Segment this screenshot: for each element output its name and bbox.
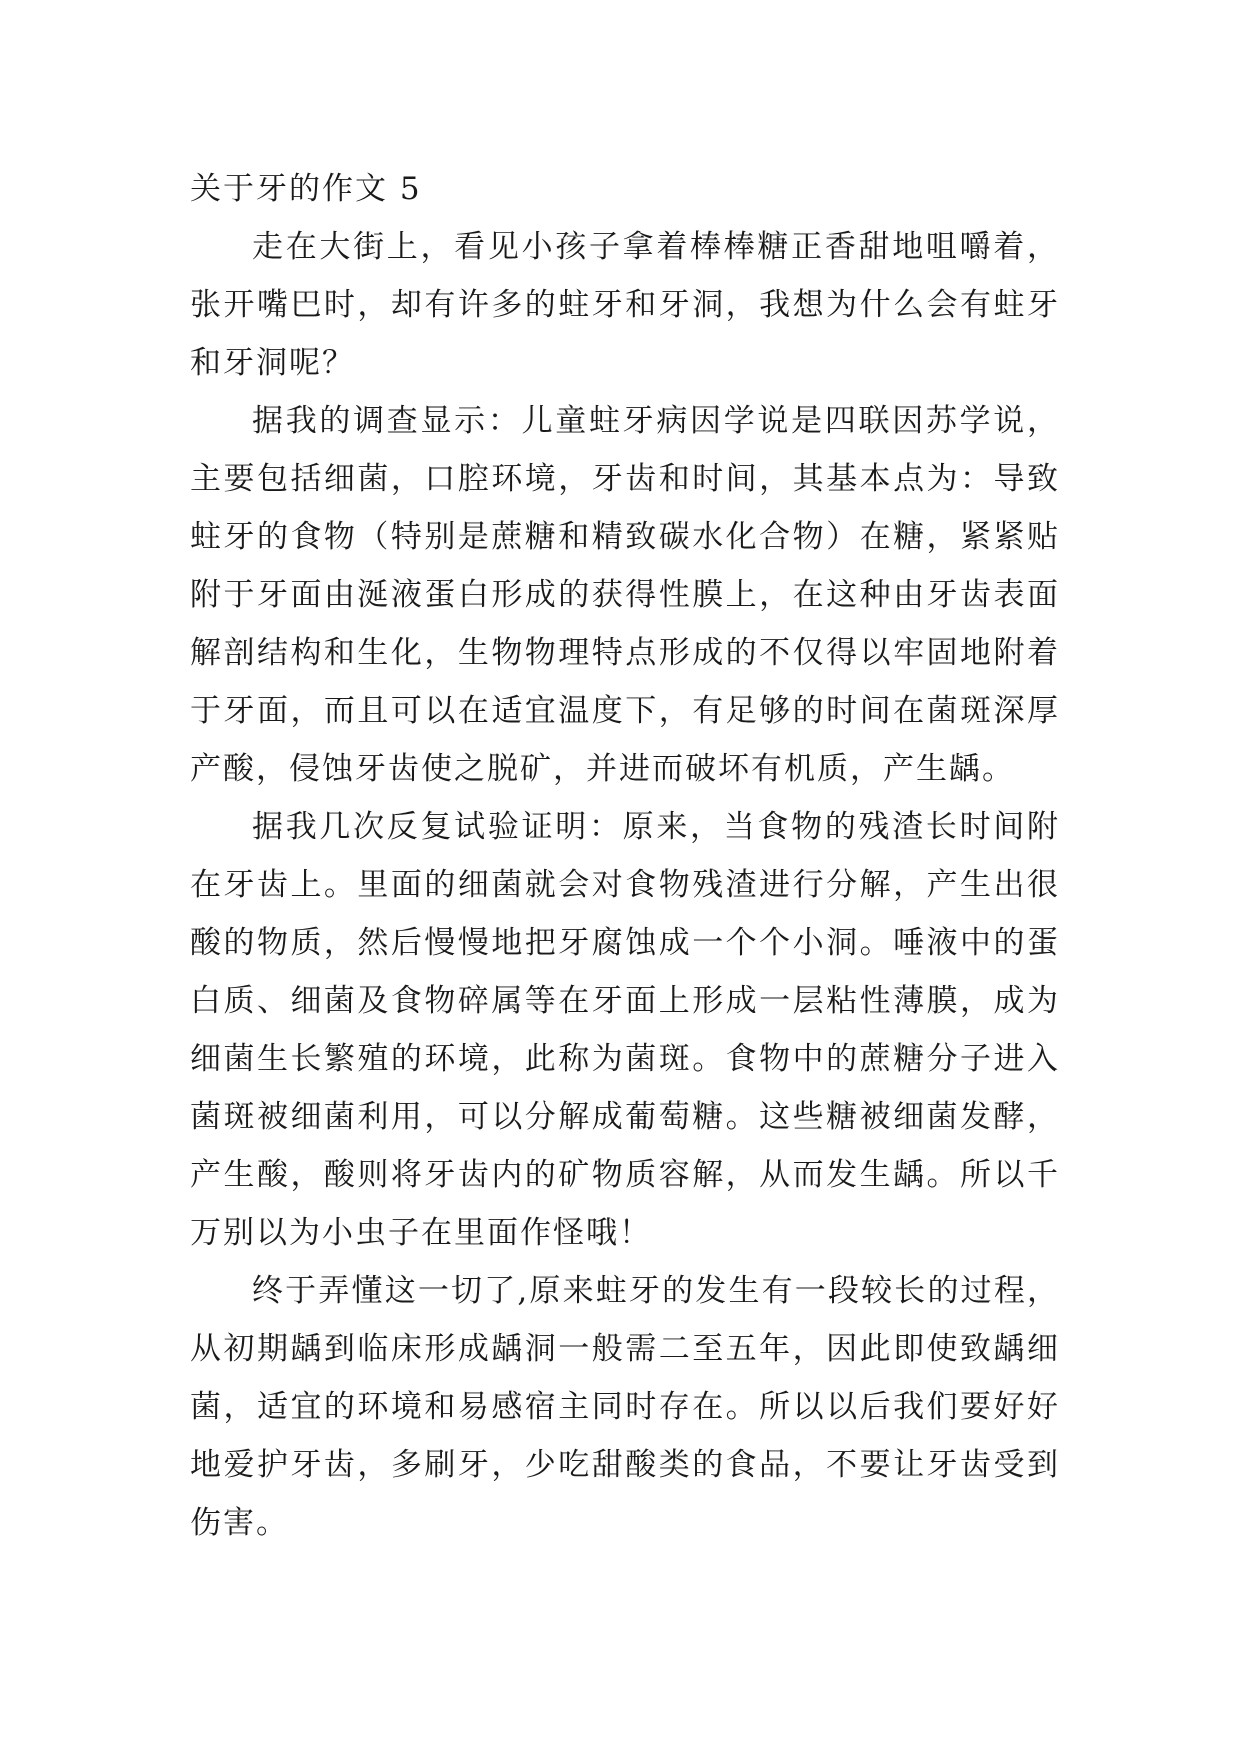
paragraph: 据我的调查显示：儿童蛀牙病因学说是四联因苏学说，主要包括细菌，口腔环境，牙齿和时间，其基本点为：导致蛀牙的食物（特别是蔗糖和精致碳水化合物）在糖，紧紧贴附于牙面由涎液蛋白形成的获得性膜上，在这种由牙齿表面解剖结构和生化，生物物理特点形成的不仅得以牢固地附着于牙面，而且可以在适宜温度下，有足够的时间在菌斑深厚产酸，侵蚀牙齿使之脱矿，并进而破坏有机质，产生龋。 xyxy=(190,403,1060,787)
paragraph: 走在大街上，看见小孩子拿着棒棒糖正香甜地咀嚼着，张开嘴巴时，却有许多的蛀牙和牙洞，我想为什么会有蛀牙和牙洞呢？ xyxy=(190,229,1060,381)
paragraph: 终于弄懂这一切了,原来蛀牙的发生有一段较长的过程，从初期龋到临床形成龋洞一般需二至五年，因此即使致龋细菌，适宜的环境和易感宿主同时存在。所以以后我们要好好地爱护牙齿，多刷牙，少吃甜酸类的食品，不要让牙齿受到伤害。 xyxy=(190,1273,1060,1541)
document-title: 关于牙的作文 5 xyxy=(190,171,422,207)
paragraph: 据我几次反复试验证明：原来，当食物的残渣长时间附在牙齿上。里面的细菌就会对食物残渣进行分解，产生出很酸的物质，然后慢慢地把牙腐蚀成一个个小洞。唾液中的蛋白质、细菌及食物碎属等在牙面上形成一层粘性薄膜，成为细菌生长繁殖的环境，此称为菌斑。食物中的蔗糖分子进入菌斑被细菌利用，可以分解成葡萄糖。这些糖被细菌发酵，产生酸，酸则将牙齿内的矿物质容解，从而发生龋。所以千万别以为小虫子在里面作怪哦！ xyxy=(190,809,1060,1251)
document-body xyxy=(190,160,1060,1552)
